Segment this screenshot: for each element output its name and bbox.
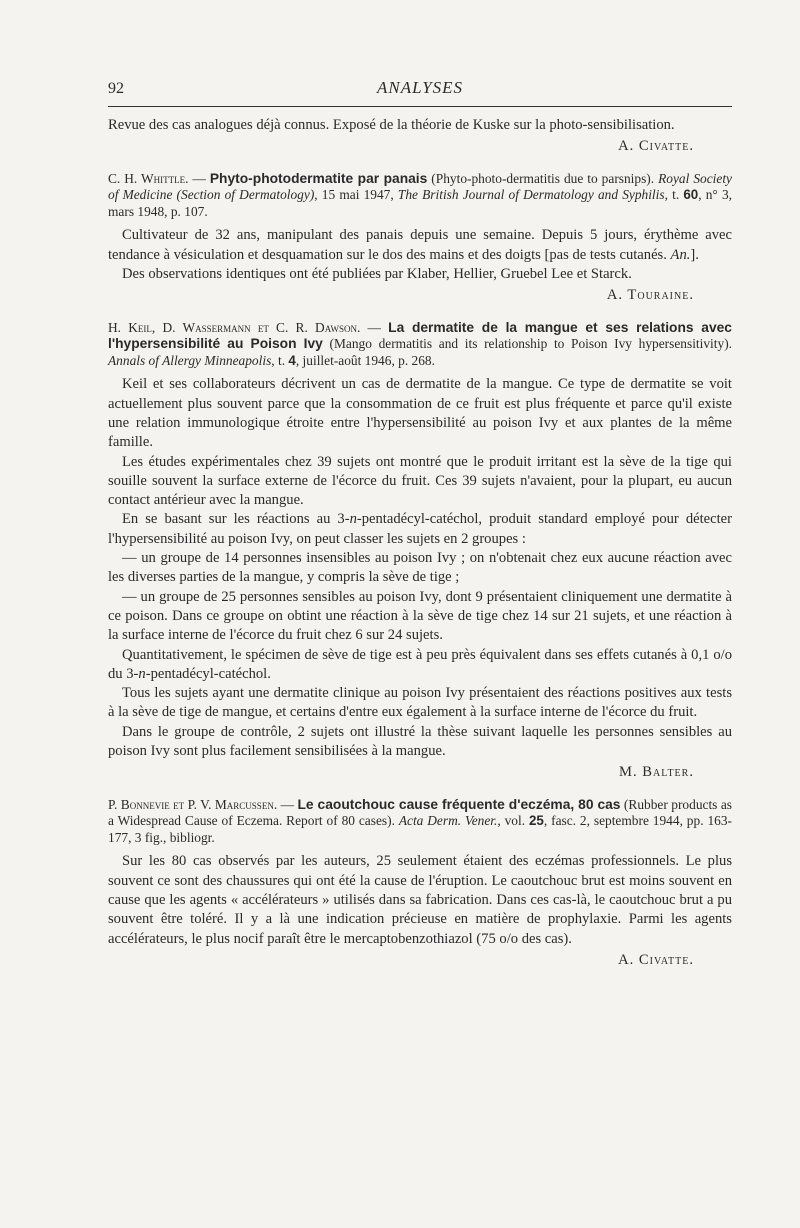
entry-reference: C. H. Whittle. — Phyto-photodermatite par panais (Phyto-photo-dermatitis due to parsnips). Royal Society of Medicine (Section of Dermatology), 15 mai 1947, The British Journal of Dermatology and Syphilis, t. 60, n° 3, mars 1948, p. 107. bbox=[108, 170, 732, 219]
previous-entry-text: Revue des cas analogues déjà connus. Exposé de la théorie de Kuske sur la photo-sensibilisation. bbox=[108, 117, 675, 133]
signature: A. Touraine. bbox=[606, 287, 694, 304]
original-title: (Mango dermatitis and its relationship to Poison Ivy hypersensitivity). bbox=[322, 336, 732, 352]
original-title: (Rubber products as a Widespread Cause of Eczema. Report of 80 cases). bbox=[108, 796, 733, 829]
page-header bbox=[108, 78, 732, 106]
running-title: ANALYSES bbox=[376, 78, 464, 97]
entry-paragraph: Dans le groupe de contrôle, 2 sujets ont illustré la thèse suivant laquelle les personnes sensibles au poison Ivy sont plus facilement sensibilisées à la mangue. bbox=[108, 723, 732, 759]
volume-number: 4 bbox=[288, 352, 296, 368]
entry-paragraph: Les études expérimentales chez 39 sujets ont montré que le produit irritant est la sève de la tige qui souille souvent la surface externe de l'écorce du fruit. Ces 39 sujets n'avaient, pour la plupart, eu aucun contact antérieur avec la mangue. bbox=[108, 453, 732, 509]
entry-paragraph: — un groupe de 14 personnes insensibles au poison Ivy ; on n'obtenait chez eux aucune réaction avec les diverses parties de la mangue, y compris la sève de tige ; bbox=[108, 550, 732, 586]
entry-title: Le caoutchouc cause fréquente d'eczéma, 80 cas bbox=[297, 796, 621, 812]
journal-name: The British Journal of Dermatology and Syphilis bbox=[397, 187, 665, 203]
header-rule bbox=[108, 106, 732, 107]
signature: M. Balter. bbox=[619, 764, 694, 781]
page-content bbox=[108, 116, 732, 970]
entry-paragraph: Cultivateur de 32 ans, manipulant des panais depuis une semaine. Depuis 5 jours, érythème avec tendance à vésiculation et desquamation sur le dos des mains et des doigts [pas de tests cutanés. An.]. bbox=[108, 227, 732, 263]
page-number: 92 bbox=[108, 80, 124, 97]
journal-name: Royal Society of Medicine (Section of Dermatology) bbox=[108, 170, 732, 203]
abstract-entry-1 bbox=[108, 171, 732, 306]
signature: A. Civatte. bbox=[618, 138, 694, 155]
original-title: (Phyto-photo-dermatitis due to parsnips). bbox=[427, 170, 659, 186]
entry-title: La dermatite de la mangue et ses relations avec l'hypersensibilité au Poison Ivy bbox=[108, 319, 732, 352]
entry-paragraph: Quantitativement, le spécimen de sève de tige est à peu près équivalent dans ses effets cutanés à 0,1 o/o du 3-n-pentadécyl-catéchol. bbox=[108, 646, 732, 682]
entry-paragraph: En se basant sur les réactions au 3-n-pentadécyl-catéchol, produit standard employé pour détecter l'hypersensibilité au poison Ivy, on peut classer les sujets en 2 groupes : bbox=[108, 511, 733, 547]
entry-reference: H. Keil, D. Wassermann et C. R. Dawson. — La dermatite de la mangue et ses relations avec l'hypersensibilité au Poison Ivy (Mango dermatitis and its relationship to Poison Ivy hypersensitivity). Annals of Allergy Minneapolis, t. 4, juillet-août 1946, p. 268. bbox=[108, 319, 732, 368]
signature: A. Civatte. bbox=[618, 951, 694, 968]
entry-authors: H. Keil, D. Wassermann et C. R. Dawson. bbox=[108, 319, 361, 335]
entry-paragraph: Sur les 80 cas observés par les auteurs, 25 seulement étaient des eczémas professionnels. Le plus souvent ce sont des chaussures qui ont été la cause de l'éruption. Le caoutchouc brut est moins souvent en cause que les agents « accélérateurs » utilisés dans sa fabrication. Dans ces cas-là, le caoutchouc brut a pu souvent être toléré. Il y a là une indication précieuse en matière de prophylaxie. Parmi les agents accélérateurs, le plus nocif paraît être le mercaptobenzothiazol (75 o/o des cas). bbox=[108, 853, 732, 947]
entry-paragraph: — un groupe de 25 personnes sensibles au poison Ivy, dont 9 présentaient cliniquement une dermatite à ce poison. Dans ce groupe on obtint une réaction à la sève de tige chez 14 sur 21 sujets, et une réaction à la surface interne de l'écorce du fruit chez 6 sur 24 sujets. bbox=[108, 588, 732, 644]
entry-authors: C. H. Whittle. bbox=[108, 170, 189, 186]
volume-number: 60 bbox=[683, 187, 699, 203]
entry-paragraph: Keil et ses collaborateurs décrivent un cas de dermatite de la mangue. Ce type de dermatite se voit actuellement plus souvent parce que la consommation de ce fruit est plus fréquente et parce qu'il existe une relation immunologique étroite entre l'hypersensibilité au poison Ivy et aux plantes de la même famille. bbox=[108, 376, 732, 451]
journal-name: Annals of Allergy Minneapolis bbox=[108, 352, 272, 368]
volume-number: 25 bbox=[528, 813, 544, 829]
entry-paragraph: Tous les sujets ayant une dermatite clinique au poison Ivy présentaient des réactions positives aux tests à la sève de tige de mangue, et certains d'entre eux également à la surface interne de l'écorce du fruit. bbox=[108, 685, 732, 721]
journal-name: Acta Derm. Vener. bbox=[398, 813, 498, 829]
entry-authors: P. Bonnevie et P. V. Marcussen. bbox=[108, 796, 278, 812]
entry-paragraph: Des observations identiques ont été publiées par Klaber, Hellier, Gruebel Lee et Starck. bbox=[122, 265, 632, 282]
entry-reference: P. Bonnevie et P. V. Marcussen. — Le caoutchouc cause fréquente d'eczéma, 80 cas (Rubber products as a Widespread Cause of Eczema. Report of 80 cases). Acta Derm. Vener., vol. 25, fasc. 2, septembre 1944, pp. 163-177, 3 fig., bibliogr. bbox=[108, 796, 733, 845]
abstract-entry-2 bbox=[108, 320, 732, 783]
abstract-entry-3 bbox=[108, 797, 732, 971]
entry-title: Phyto-photodermatite par panais bbox=[209, 170, 428, 186]
